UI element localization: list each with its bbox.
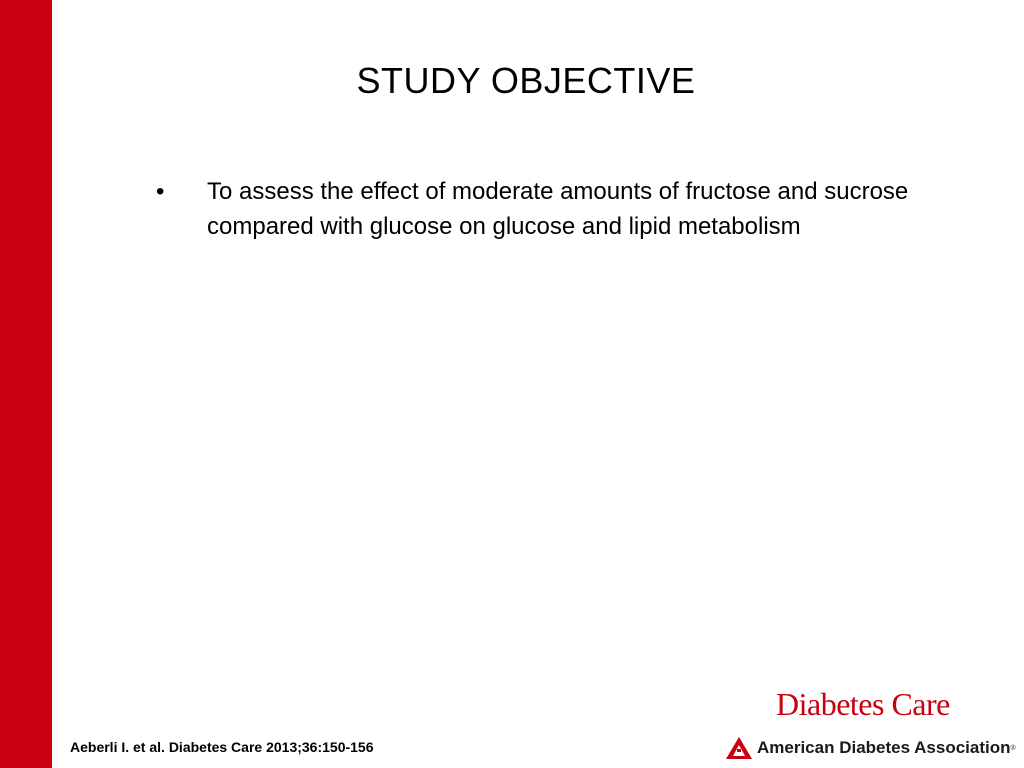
citation: Aeberli I. et al. Diabetes Care 2013;36:150-156 [70, 739, 374, 755]
ada-name: American Diabetes Association [757, 738, 1011, 757]
bullet-text: To assess the effect of moderate amounts of fructose and sucrose compared with glucose on glucose and lipid metabolism [207, 178, 909, 240]
registered-mark: ® [1010, 744, 1016, 752]
red-sidebar-bar [0, 0, 52, 768]
ada-logo [725, 736, 1016, 760]
list-item [156, 174, 956, 244]
bullet-marker: • [156, 178, 165, 205]
slide-title: STUDY OBJECTIVE [356, 60, 696, 101]
diabetes-care-logo: Diabetes Care [776, 686, 950, 722]
ada-triangle-icon [725, 736, 753, 760]
bullet-list [156, 174, 956, 244]
